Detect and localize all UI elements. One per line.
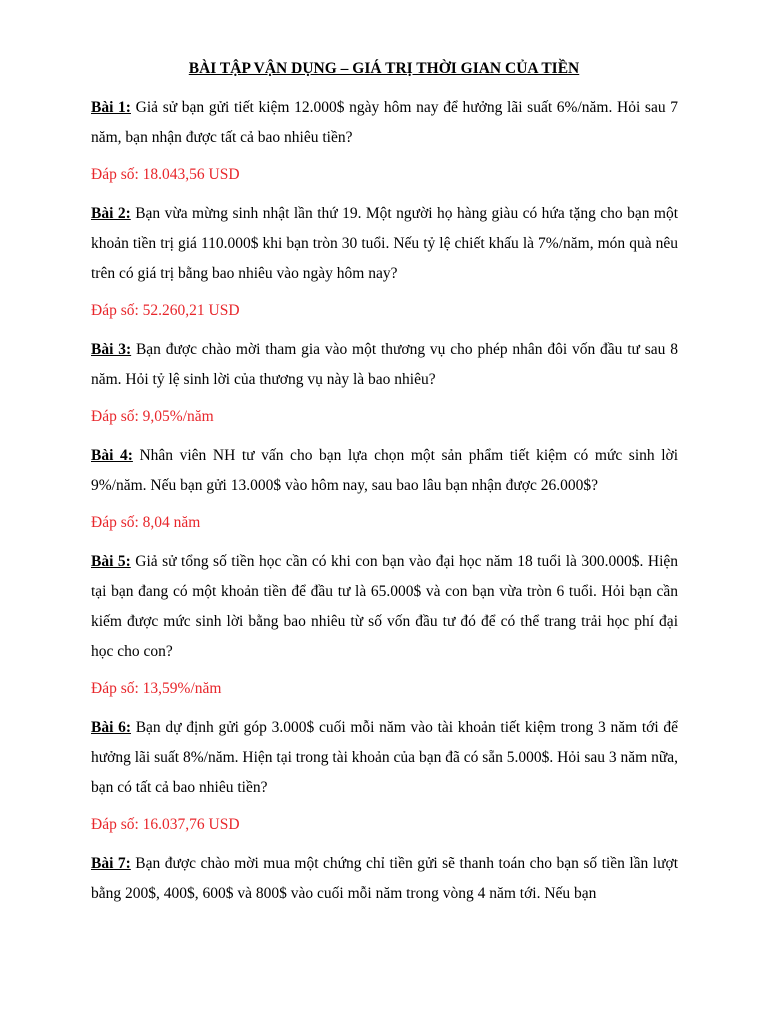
answer-6: Đáp số: 16.037,76 USD <box>91 816 240 833</box>
answer-3: Đáp số: 9,05%/năm <box>91 408 214 425</box>
answer-4: Đáp số: 8,04 năm <box>91 514 201 531</box>
answer-2: Đáp số: 52.260,21 USD <box>91 302 240 319</box>
problem-2 <box>91 199 678 289</box>
problem-3 <box>91 335 678 395</box>
problem-text: Giả sử bạn gửi tiết kiệm 12.000$ ngày hôm nay để hưởng lãi suất 6%/năm. Hỏi sau 7 năm, bạn nhận được tất cả bao nhiêu tiền? <box>91 99 679 146</box>
problem-text: Bạn dự định gửi góp 3.000$ cuối mỗi năm vào tài khoản tiết kiệm trong 3 năm tới để hưởng lãi suất 8%/năm. Hiện tại trong tài khoản của bạn đã có sẵn 5.000$. Hỏi sau 3 năm nữa, bạn có tất cả bao nhiêu tiền? <box>91 719 678 796</box>
problem-1 <box>91 93 678 153</box>
problem-text: Bạn được chào mời mua một chứng chỉ tiền gửi sẽ thanh toán cho bạn số tiền lần lượt bằng 200$, 400$, 600$ và 800$ vào cuối mỗi năm trong vòng 4 năm tới. Nếu bạn <box>91 855 679 902</box>
problem-label: Bài 4: <box>91 447 133 464</box>
problem-text: Nhân viên NH tư vấn cho bạn lựa chọn một sản phẩm tiết kiệm có mức sinh lời 9%/năm. Nếu bạn gửi 13.000$ vào hôm nay, sau bao lâu bạn nhận được 26.000$? <box>91 447 679 494</box>
problem-text: Giả sử tổng số tiền học cần có khi con bạn vào đại học năm 18 tuổi là 300.000$. Hiện tại bạn đang có một khoản tiền để đầu tư là 65.000$ và con bạn vừa tròn 6 tuổi. Hỏi bạn cần kiếm được mức sinh lời bằng bao nhiêu từ số vốn đầu tư đó để có thể trang trải học phí đại học cho con? <box>91 553 679 660</box>
problem-6 <box>91 713 678 803</box>
problem-label: Bài 7: <box>91 855 131 872</box>
problem-label: Bài 2: <box>91 205 131 222</box>
problem-4 <box>91 441 678 501</box>
document-body <box>91 93 678 916</box>
answer-1: Đáp số: 18.043,56 USD <box>91 166 240 183</box>
problem-label: Bài 5: <box>91 553 131 570</box>
document-title: BÀI TẬP VẬN DỤNG – GIÁ TRỊ THỜI GIAN CỦA TIỀN <box>188 60 580 77</box>
problem-7 <box>91 849 678 909</box>
problem-text: Bạn vừa mừng sinh nhật lần thứ 19. Một người họ hàng giàu có hứa tặng cho bạn một khoản tiền trị giá 110.000$ khi bạn tròn 30 tuổi. Nếu tỷ lệ chiết khấu là 7%/năm, món quà nêu trên có giá trị bằng bao nhiêu vào ngày hôm nay? <box>91 205 679 282</box>
problem-text: Bạn được chào mời tham gia vào một thương vụ cho phép nhân đôi vốn đầu tư sau 8 năm. Hỏi tỷ lệ sinh lời của thương vụ này là bao nhiêu? <box>91 341 679 388</box>
problem-5 <box>91 547 678 667</box>
problem-label: Bài 6: <box>91 719 132 736</box>
problem-label: Bài 3: <box>91 341 132 358</box>
answer-5: Đáp số: 13,59%/năm <box>91 680 222 697</box>
problem-label: Bài 1: <box>91 99 131 116</box>
